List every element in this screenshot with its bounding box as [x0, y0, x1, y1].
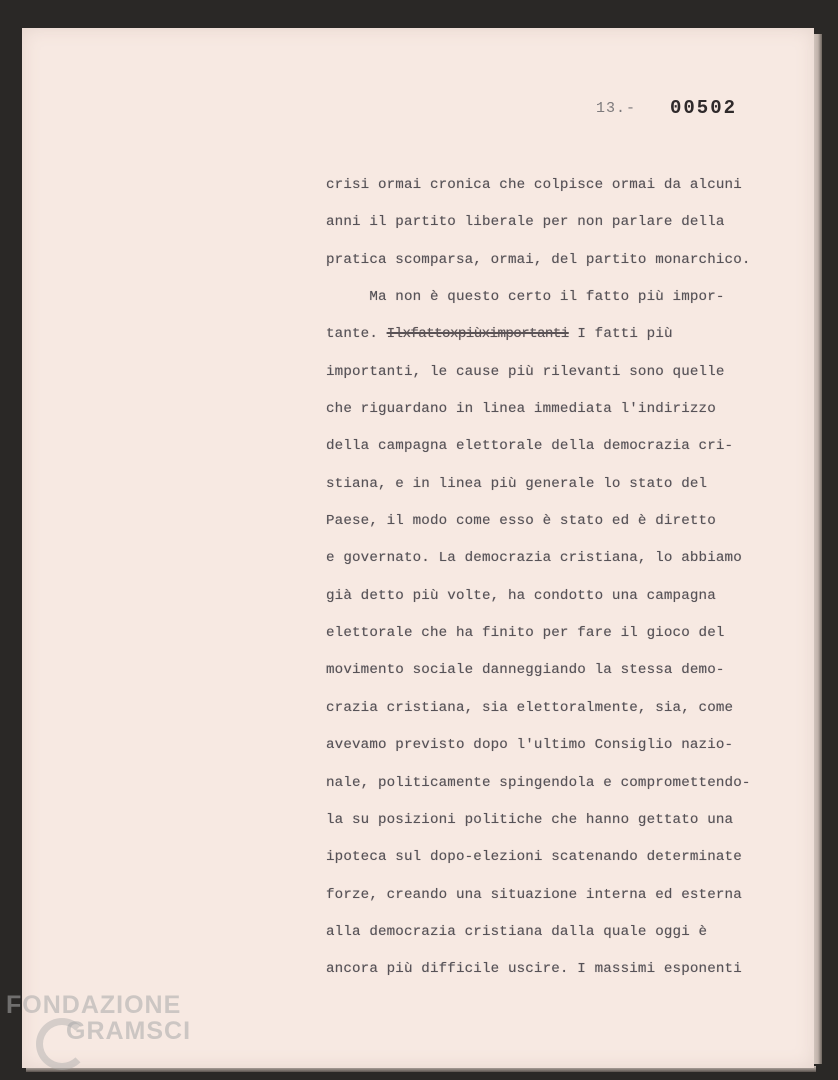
text-line: crisi ormai cronica che colpisce ormai da alcuni — [326, 177, 742, 193]
document-id-stamp: 00502 — [670, 97, 738, 119]
struck-out-text: Ilxfattoxpiùximportanti — [386, 326, 569, 343]
text-line: e governato. La democrazia cristiana, lo abbiamo — [326, 550, 742, 567]
text-line: pratica scomparsa, ormai, del partito monarchico. — [326, 251, 751, 268]
text-line: anni il partito liberale per non parlare della — [326, 214, 725, 231]
text-line: elettorale che ha finito per fare il gioco del — [326, 625, 725, 642]
page-number: 13.- — [596, 100, 637, 117]
typewritten-body — [326, 173, 796, 995]
text-line: alla democrazia cristiana dalla quale oggi è — [326, 923, 708, 940]
watermark-line-1: FONDAZIONE — [6, 991, 182, 1019]
text-line: della campagna elettorale della democrazia cri- — [326, 438, 734, 455]
text-line: forze, creando una situazione interna ed esterna — [326, 886, 742, 903]
line-suffix: I fatti più — [568, 326, 673, 343]
text-line: ipoteca sul dopo-elezioni scatenando determinate — [326, 849, 742, 866]
text-line: stiana, e in linea più generale lo stato del — [326, 475, 708, 492]
text-line: crazia cristiana, sia elettoralmente, sia, come — [326, 699, 734, 716]
text-line: movimento sociale danneggiando la stessa demo- — [326, 662, 725, 679]
text-line: ancora più difficile uscire. I massimi esponenti — [326, 961, 742, 978]
watermark-line-2: GRAMSCI — [66, 1017, 192, 1045]
text-line: già detto più volte, ha condotto una campagna — [326, 587, 716, 604]
text-line: importanti, le cause più rilevanti sono quelle — [326, 363, 725, 380]
text-line: Ma non è questo certo il fatto più impor- — [326, 289, 725, 306]
text-line: che riguardano in linea immediata l'indirizzo — [326, 401, 716, 418]
text-line: Paese, il modo come esso è stato ed è diretto — [326, 513, 716, 530]
fondazione-gramsci-watermark — [6, 992, 191, 1044]
text-line: la su posizioni politiche che hanno gettato una — [326, 811, 734, 828]
text-line-with-strikeout — [326, 322, 796, 359]
text-line: nale, politicamente spingendola e compromettendo- — [326, 774, 751, 791]
line-prefix: tante. — [326, 326, 387, 343]
text-line: avevamo previsto dopo l'ultimo Consiglio nazio- — [326, 737, 734, 754]
